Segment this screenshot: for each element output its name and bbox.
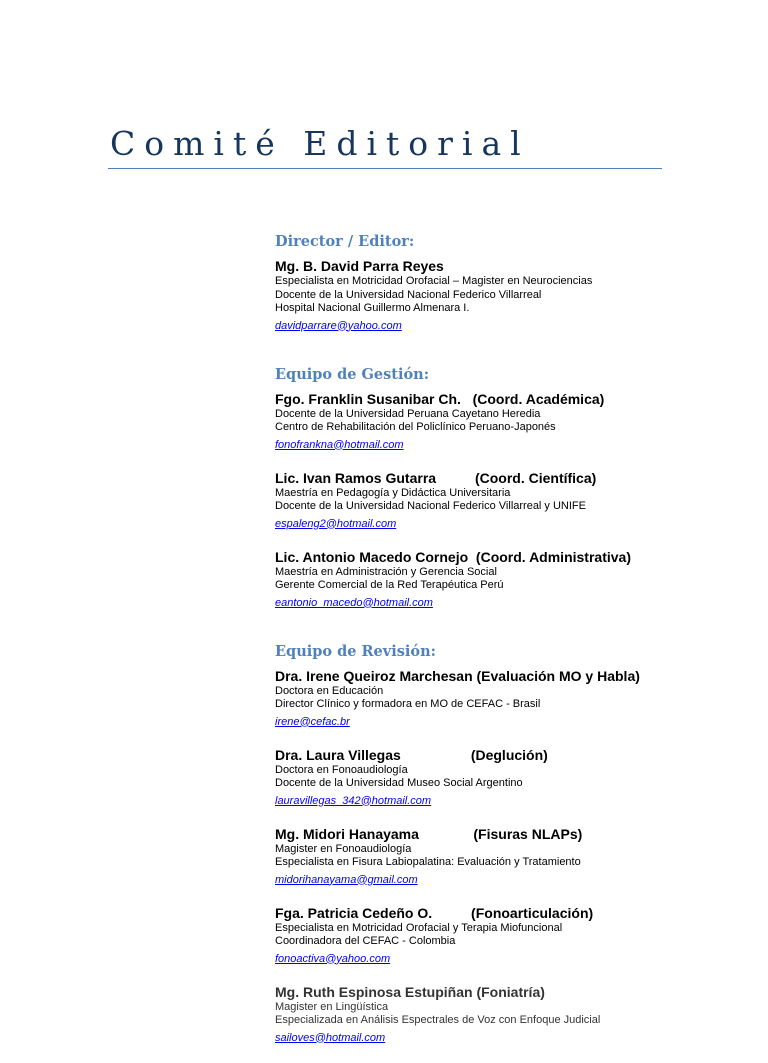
member-name: Dra. Irene Queiroz Marchesan (Evaluación MO y Habla) [275, 667, 640, 684]
member-entry [275, 826, 755, 888]
member-email-link[interactable]: lauravillegas_342@hotmail.com [275, 794, 432, 807]
member-detail: Maestría en Pedagogía y Didáctica Universitaria [275, 486, 511, 499]
member-detail: Director Clínico y formadora en MO de CEFAC - Brasil [275, 698, 541, 710]
section-heading: Director / Editor: [275, 233, 415, 250]
member-name: Fgo. Franklin Susanibar Ch. (Coord. Académica) [275, 390, 605, 407]
member-entry [275, 258, 755, 334]
member-detail: Gerente Comercial de la Red Terapéutica Perú [275, 579, 504, 591]
section-review [275, 642, 755, 1046]
member-email-link[interactable]: midorihanayama@gmail.com [275, 873, 418, 886]
member-name: Lic. Antonio Macedo Cornejo (Coord. Administrativa) [275, 548, 631, 565]
section-heading: Equipo de Gestión: [275, 365, 430, 383]
member-detail: Especializada en Análisis Espectrales de Voz con Enfoque Judicial [275, 1014, 601, 1026]
member-detail: Magister en Fonoaudiología [275, 842, 412, 855]
member-detail: Especialista en Fisura Labiopalatina: Evaluación y Tratamiento [275, 856, 581, 868]
member-email-link[interactable]: irene@cefac.br [275, 715, 350, 728]
member-email-link[interactable]: sailoves@hotmail.com [275, 1031, 386, 1044]
member-name: Dra. Laura Villegas (Deglución) [275, 746, 548, 763]
member-name: Mg. Ruth Espinosa Estupiñan (Foniatría) [275, 983, 545, 1000]
member-entry [275, 984, 755, 1046]
member-detail: Coordinadora del CEFAC - Colombia [275, 935, 456, 947]
member-detail: Docente de la Universidad Nacional Federico Villarreal y UNIFE [275, 500, 586, 512]
section-director [275, 232, 755, 334]
member-detail: Hospital Nacional Guillermo Almenara I. [275, 302, 470, 314]
page-title: Comité Editorial [110, 124, 530, 163]
member-detail: Especialista en Motricidad Orofacial y Terapia Miofuncional [275, 921, 563, 934]
member-detail: Maestría en Administración y Gerencia Social [275, 565, 497, 578]
member-email-link[interactable]: davidparrare@yahoo.com [275, 319, 402, 332]
member-entry [275, 905, 755, 967]
section-management [275, 365, 755, 611]
member-name: Fga. Patricia Cedeño O. (Fonoarticulación) [275, 904, 594, 921]
member-email-link[interactable]: fonofrankna@hotmail.com [275, 438, 404, 451]
editorial-board [275, 232, 755, 1063]
member-detail: Centro de Rehabilitación del Policlínico Peruano-Japonés [275, 421, 556, 433]
section-heading: Equipo de Revisión: [275, 642, 436, 660]
member-name: Mg. Midori Hanayama (Fisuras NLAPs) [275, 825, 583, 842]
member-detail: Especialista en Motricidad Orofacial – Magister en Neurociencias [275, 275, 593, 287]
member-email-link[interactable]: espaleng2@hotmail.com [275, 517, 397, 530]
member-name: Mg. B. David Parra Reyes [275, 258, 444, 274]
member-entry [275, 391, 755, 453]
member-detail: Magister en Lingüística [275, 1000, 389, 1013]
member-email-link[interactable]: fonoactiva@yahoo.com [275, 952, 391, 965]
title-divider [108, 168, 662, 169]
member-entry [275, 470, 755, 532]
member-name: Lic. Ivan Ramos Gutarra (Coord. Científica) [275, 469, 597, 486]
member-detail: Docente de la Universidad Nacional Federico Villarreal [275, 288, 542, 301]
member-detail: Docente de la Universidad Museo Social Argentino [275, 777, 523, 789]
member-entry [275, 549, 755, 611]
member-entry [275, 668, 755, 730]
member-detail: Doctora en Educación [275, 684, 384, 697]
member-entry [275, 747, 755, 809]
member-email-link[interactable]: eantonio_macedo@hotmail.com [275, 596, 433, 609]
member-detail: Docente de la Universidad Peruana Cayetano Heredia [275, 407, 541, 420]
member-detail: Doctora en Fonoaudiología [275, 763, 408, 776]
